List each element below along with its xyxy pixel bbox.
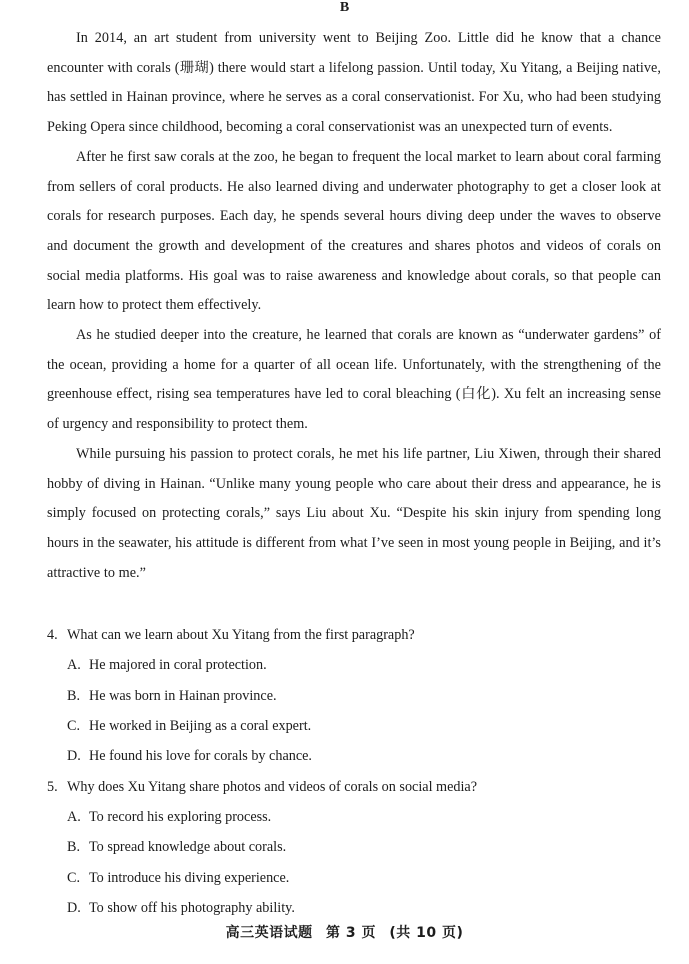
option-text: He majored in coral protection. (89, 657, 267, 674)
question-text: Why does Xu Yitang share photos and videos of corals on social media? (67, 778, 478, 795)
option-text: To spread knowledge about corals. (89, 839, 287, 856)
option-a (47, 802, 661, 832)
question-4 (47, 620, 661, 772)
option-letter: B. (67, 839, 81, 856)
question-text: What can we learn about Xu Yitang from the first paragraph? (67, 627, 415, 643)
question-list (47, 620, 661, 924)
option-letter: D. (67, 748, 81, 765)
page-number: 第 3 页 (325, 925, 376, 941)
option-d (47, 893, 661, 923)
passage-paragraph-2: After he first saw corals at the zoo, he began to frequent the local market to learn about coral farming from sellers of coral products. He also learned diving and underwater photography to get a closer look at corals for research purposes. Each day, he spends several hours diving deep under the waves to observe and document the growth and development of the creatures and shares photos and videos of corals on social media platforms. His goal was to raise awareness and knowledge about corals, so that people can learn how to protect them effectively. (47, 148, 661, 314)
option-text: He worked in Beijing as a coral expert. (89, 718, 312, 735)
passage-paragraph-1: In 2014, an art student from university went to Beijing Zoo. Little did he know that a chance encounter with corals (珊瑚) there would start a lifelong passion. Until today, Xu Yitang, a Beijing native, has settled in Hainan province, where he serves as a coral conservationist. For Xu, who had been studying Peking Opera since childhood, becoming a coral conservationist was an unexpected turn of events. (47, 30, 661, 136)
option-c (47, 863, 661, 893)
option-a (47, 650, 661, 680)
option-text: He found his love for corals by chance. (89, 748, 312, 765)
option-letter: A. (67, 657, 81, 674)
question-5 (47, 772, 661, 924)
question-stem (47, 620, 661, 650)
passage-paragraph-4: While pursuing his passion to protect corals, he met his life partner, Liu Xiwen, through their shared hobby of diving in Hainan. “Unlike many young people who care about their dress and appearance, he is simply focused on protecting corals,” says Liu about Xu. “Despite his skin injury from spending long hours in the seawater, his attitude is different from what I’ve seen in most young people in Beijing, and it’s attractive to me.” (47, 445, 661, 581)
option-text: To introduce his diving experience. (89, 869, 290, 886)
page-footer (0, 923, 689, 943)
option-letter: A. (67, 809, 81, 826)
page-total: (共 10 页) (389, 925, 464, 941)
option-text: To record his exploring process. (89, 809, 272, 826)
option-letter: B. (67, 687, 81, 704)
question-number: 4. (47, 627, 58, 643)
option-text: To show off his photography ability. (89, 900, 295, 917)
option-b (47, 832, 661, 862)
section-label: B (339, 0, 350, 15)
passage-paragraph-3: As he studied deeper into the creature, he learned that corals are known as “underwater gardens” of the ocean, providing a home for a quarter of all ocean life. Unfortunately, with the strengthening of the greenhouse effect, rising sea temperatures have led to coral bleaching (白化). Xu felt an increasing sense of urgency and responsibility to protect them. (47, 327, 661, 433)
reading-passage (47, 24, 661, 588)
question-stem (47, 772, 661, 802)
option-letter: D. (67, 900, 81, 917)
option-letter: C. (67, 718, 81, 735)
question-number: 5. (47, 778, 58, 795)
option-b (47, 681, 661, 711)
exam-title: 高三英语试题 (225, 925, 313, 941)
option-letter: C. (67, 869, 81, 886)
option-d (47, 741, 661, 771)
option-c (47, 711, 661, 741)
option-text: He was born in Hainan province. (89, 687, 277, 704)
